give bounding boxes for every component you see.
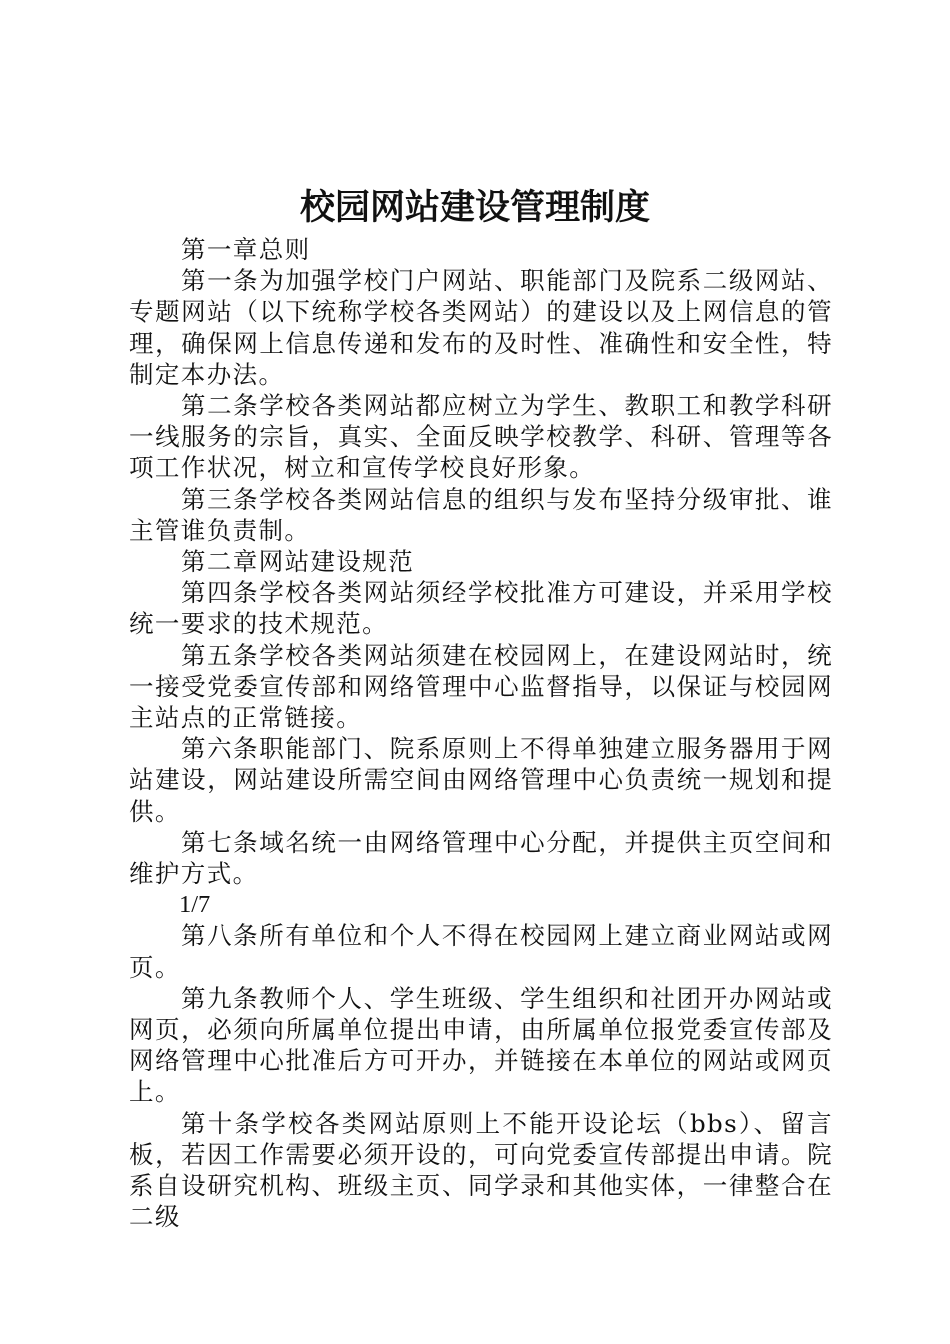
article-paragraph: 第五条学校各类网站须建在校园网上，在建设网站时，统一接受党委宣传部和网络管理中心监督指导，以保证与校园网主站点的正常链接。 [129,640,833,733]
article-paragraph: 第七条域名统一由网络管理中心分配，并提供主页空间和维护方式。 [129,827,833,889]
article-paragraph: 第二条学校各类网站都应树立为学生、教职工和教学科研一线服务的宗旨，真实、全面反映学校教学、科研、管理等各项工作状况，树立和宣传学校良好形象。 [129,391,833,483]
chapter-heading: 第一章总则 [181,235,311,264]
article-paragraph: 第十条学校各类网站原则上不能开设论坛（bbs）、留言板，若因工作需要必须开设的，可向党委宣传部提出申请。院系自设研究机构、班级主页、同学录和其他实体，一律整合在二级 [129,1108,833,1232]
chapter-heading: 第二章网站建设规范 [181,547,415,577]
page-number: 1/7 [179,891,211,919]
article-paragraph: 第三条学校各类网站信息的组织与发布坚持分级审批、谁主管谁负责制。 [129,484,833,545]
article-paragraph: 第一条为加强学校门户网站、职能部门及院系二级网站、专题网站（以下统称学校各类网站）的建设以及上网信息的管理，确保网上信息传递和发布的及时性、准确性和安全性，特制定本办法。 [129,266,833,389]
article-paragraph: 第四条学校各类网站须经学校批准方可建设，并采用学校统一要求的技术规范。 [129,578,833,639]
article-paragraph: 第六条职能部门、院系原则上不得单独建立服务器用于网站建设，网站建设所需空间由网络管理中心负责统一规划和提供。 [129,734,833,826]
article-paragraph: 第九条教师个人、学生班级、学生组织和社团开办网站或网页，必须向所属单位提出申请，由所属单位报党委宣传部及网络管理中心批准后方可开办，并链接在本单位的网站或网页上。 [129,983,833,1107]
document-title: 校园网站建设管理制度 [299,188,650,228]
article-paragraph: 第八条所有单位和个人不得在校园网上建立商业网站或网页。 [129,921,833,982]
document-body [129,234,833,1233]
